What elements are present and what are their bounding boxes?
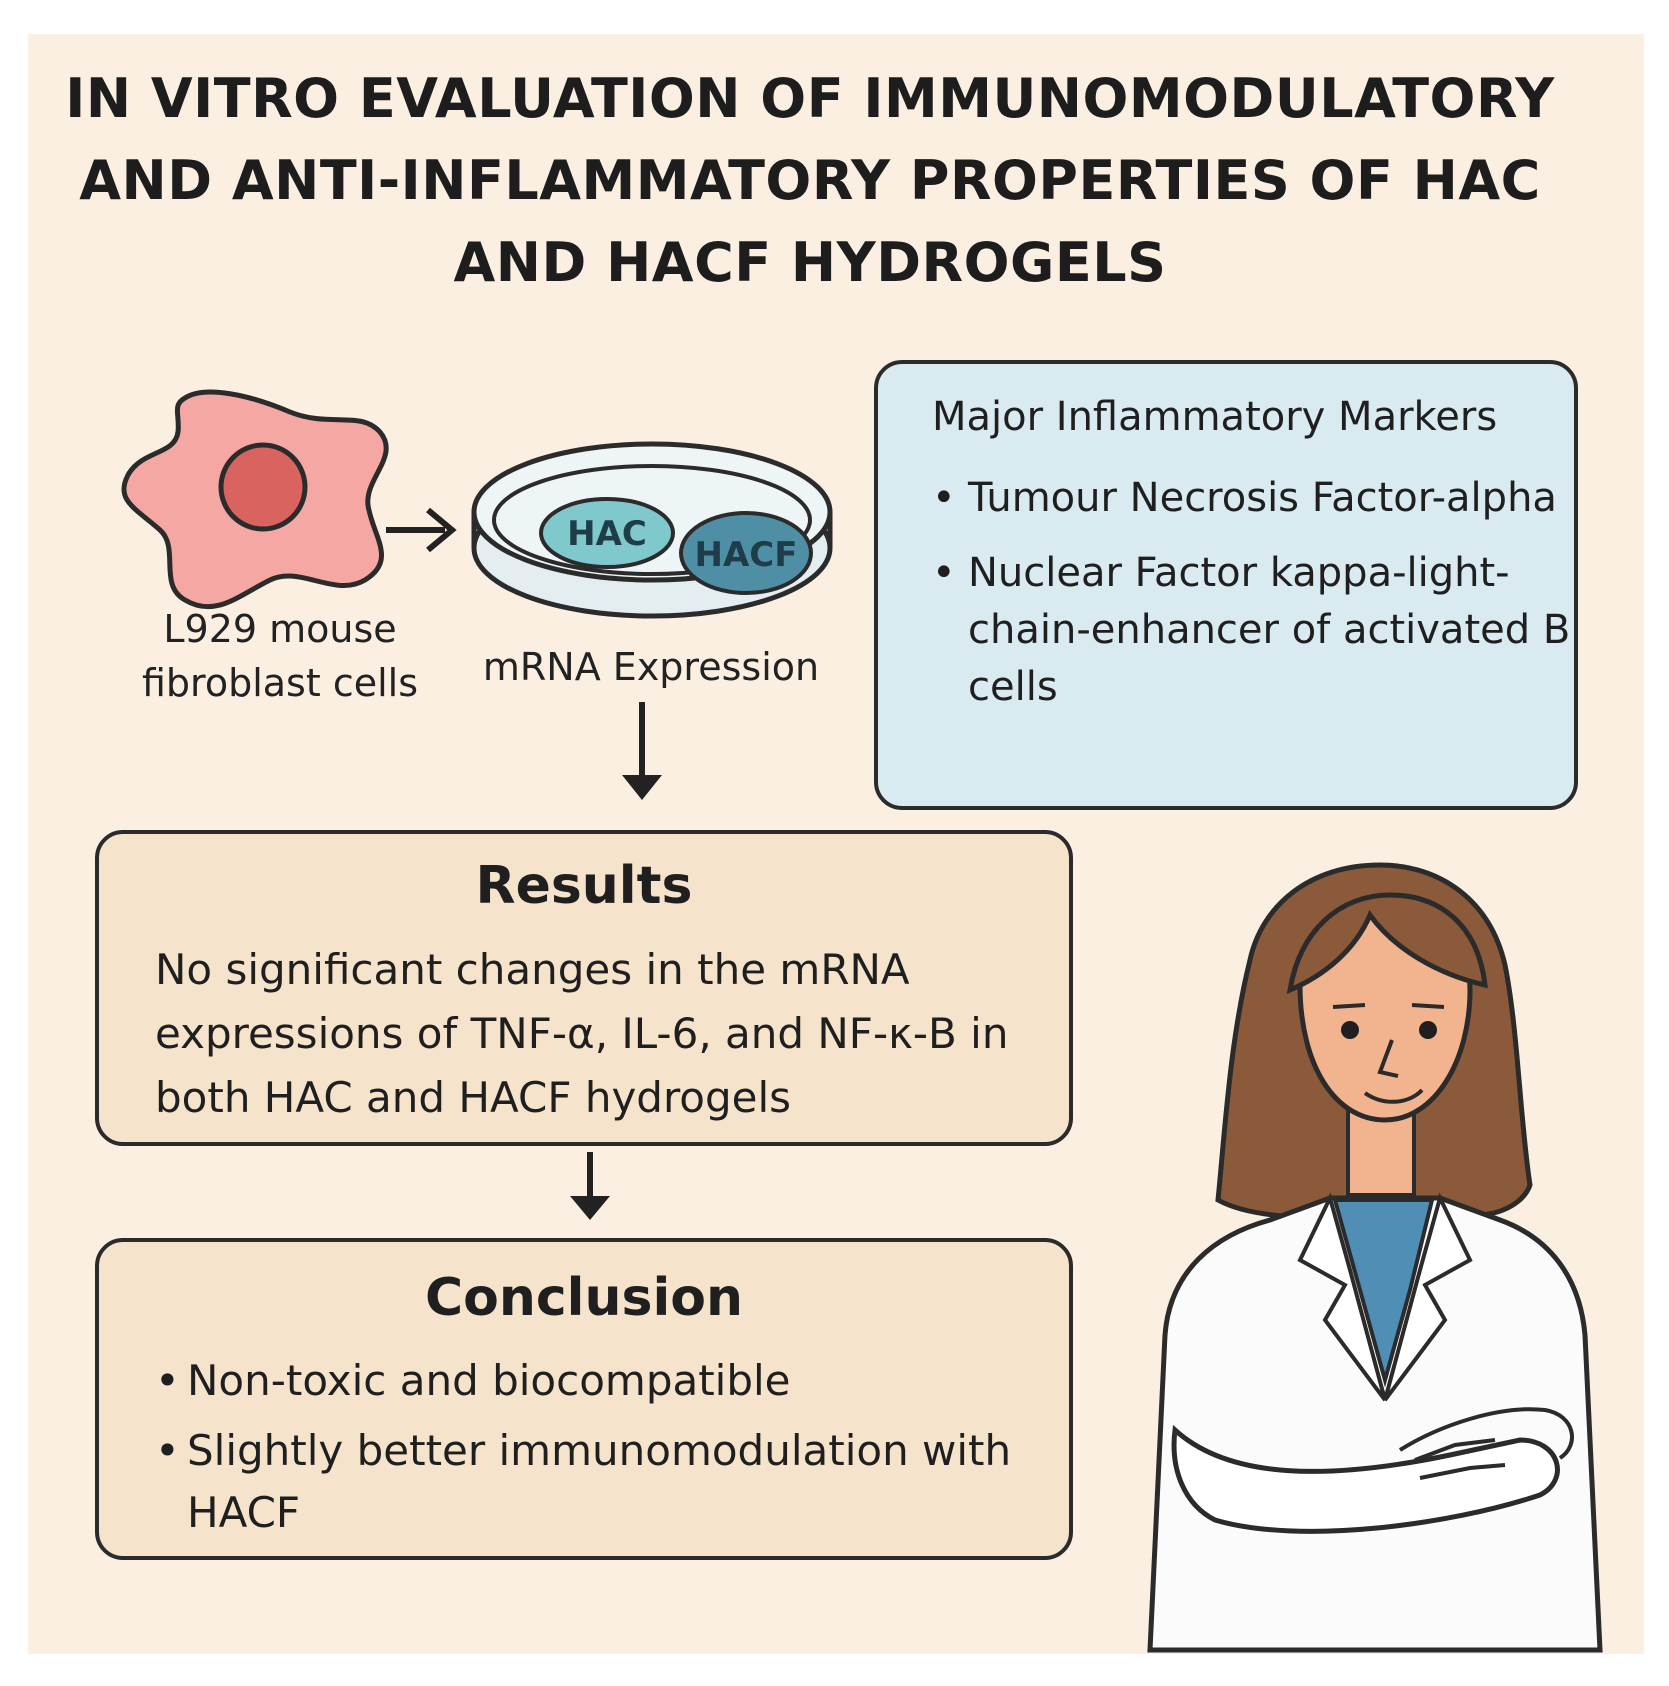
scientist-eye — [1419, 1021, 1437, 1039]
hac-label: HAC — [567, 514, 647, 554]
hacf-label: HACF — [694, 535, 798, 575]
cells-label: L929 mouse fibroblast cells — [141, 607, 419, 705]
markers-heading: Major Inflammatory Markers — [932, 394, 1498, 440]
arrow-icon — [386, 510, 452, 550]
results-heading: Results — [475, 856, 693, 916]
marker-item: • Nuclear Factor kappa-light-chain-enhancer of activated B cells — [932, 545, 1572, 716]
conclusion-panel — [95, 1238, 1073, 1560]
scientist-neck — [1348, 1110, 1414, 1195]
marker-item: • Tumour Necrosis Factor-alpha — [932, 470, 1572, 527]
arrow-icon — [570, 1152, 610, 1220]
arrow-icon — [622, 702, 662, 800]
petri-dish-icon — [474, 444, 830, 616]
dish-caption: mRNA Expression — [482, 645, 820, 689]
conclusion-heading: Conclusion — [424, 1268, 744, 1328]
conclusion-item: • Non-toxic and biocompatible — [155, 1350, 1055, 1412]
scientist-eye — [1341, 1021, 1359, 1039]
results-text: No significant changes in the mRNA expressions of TNF-α, IL-6, and NF-κ-B in both HAC and HACF hydrogels — [155, 945, 1009, 1122]
results-panel — [95, 830, 1073, 1146]
markers-panel — [874, 360, 1578, 810]
markers-list — [932, 470, 1572, 734]
page-title: IN VITRO EVALUATION OF IMMUNOMODULATORY AND ANTI-INFLAMMATORY PROPERTIES OF HAC AND HACF HYDROGELS — [65, 67, 1555, 294]
conclusion-item: • Slightly better immunomodulation with HACF — [155, 1420, 1055, 1544]
conclusion-list — [155, 1350, 1055, 1552]
scientist-illustration — [1150, 865, 1600, 1650]
cell-nucleus — [221, 445, 305, 529]
fibroblast-cell-icon — [124, 392, 386, 607]
